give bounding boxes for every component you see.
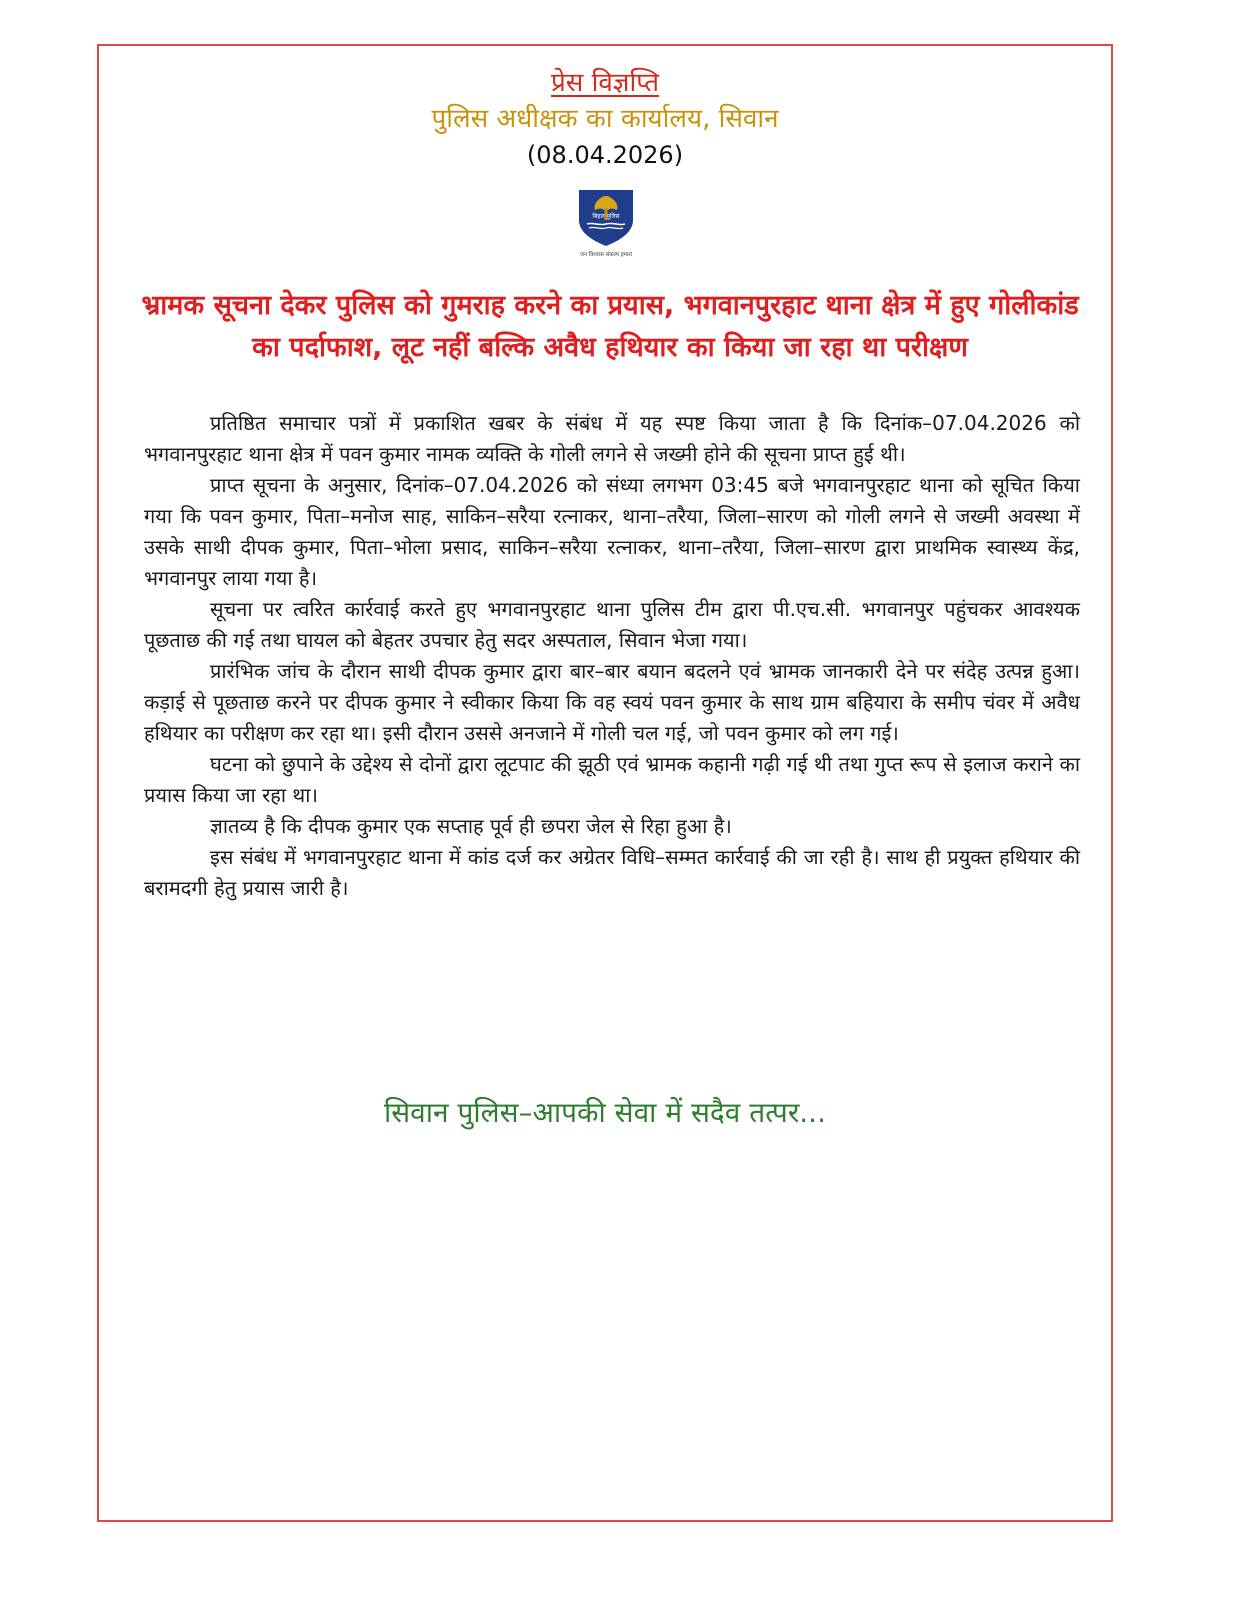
headline: भ्रामक सूचना देकर पुलिस को गुमराह करने का प्रयास, भगवानपुरहाट थाना क्षेत्र में हुए गोलीकांड का पर्दाफाश, लूट नहीं बल्कि अवैध हथियार का किया जा रहा था परीक्षण: [141, 290, 1079, 363]
closing-slogan: सिवान पुलिस–आपकी सेवा में सदैव तत्पर...: [384, 1096, 826, 1129]
paragraph-6: ज्ञातव्य है कि दीपक कुमार एक सप्ताह पूर्व ही छपरा जेल से रिहा हुआ है।: [210, 814, 732, 838]
release-date: (08.04.2026): [526, 141, 684, 169]
paragraph-3: सूचना पर त्वरित कार्रवाई करते हुए भगवानपुरहाट थाना पुलिस टीम द्वारा पी.एच.सी. भगवानपुर पहुंचकर आवश्यक पूछताछ की गई तथा घायल को बेहतर उपचार हेतु सदर अस्पताल, सिवान भेजा गया।: [144, 597, 1080, 652]
bihar-police-emblem-icon: [565, 186, 647, 258]
paragraph-7: इस संबंध में भगवानपुरहाट थाना में कांड दर्ज कर अग्रेतर विधि–सम्मत कार्रवाई की जा रही है। साथ ही प्रयुक्त हथियार की बरामदगी हेतु प्रयास जारी है।: [144, 845, 1080, 900]
logo-motto: जन विश्वास संकल्प हमारा: [579, 252, 633, 258]
paragraph-4: प्रारंभिक जांच के दौरान साथी दीपक कुमार द्वारा बार–बार बयान बदलने एवं भ्रामक जानकारी देने पर संदेह उत्पन्न हुआ। कड़ाई से पूछताछ करने पर दीपक कुमार ने स्वीकार किया कि वह स्वयं पवन कुमार के साथ ग्राम बहियारा के समीप चंवर में अवैध हथियार का परीक्षण कर रहा था। इसी दौरान उससे अनजाने में गोली चल गई, जो पवन कुमार को लग गई।: [144, 659, 1080, 745]
office-name: पुलिस अधीक्षक का कार्यालय, सिवान: [431, 104, 779, 134]
paragraph-5: घटना को छुपाने के उद्देश्य से दोनों द्वारा लूटपाट की झूठी एवं भ्रामक कहानी गढ़ी गई थी तथा गुप्त रूप से इलाज कराने का प्रयास किया जा रहा था।: [144, 752, 1080, 807]
paragraph-2: प्राप्त सूचना के अनुसार, दिनांक–07.04.2026 को संध्या लगभग 03:45 बजे भगवानपुरहाट थाना को सूचित किया गया कि पवन कुमार, पिता–मनोज साह, साकिन–सरैया रत्नाकर, थाना–तरैया, जिला–सारण को गोली लगने से जख्मी अवस्था में उसके साथी दीपक कुमार, पिता–भोला प्रसाद, साकिन–सरैया रत्नाकर, थाना–तरैया, जिला–सारण द्वारा प्राथमिक स्वास्थ्य केंद्र, भगवानपुर लाया गया है।: [144, 473, 1080, 590]
body-text: [144, 408, 1080, 904]
paragraph-1: प्रतिष्ठित समाचार पत्रों में प्रकाशित खबर के संबंध में यह स्पष्ट किया जाता है कि दिनांक–07.04.2026 को भगवानपुरहाट थाना क्षेत्र में पवन कुमार नामक व्यक्ति के गोली लगने से जख्मी होने की सूचना प्राप्त हुई थी।: [144, 411, 1080, 466]
bihar-police-logo: [565, 186, 647, 258]
logo-label: बिहार पुलिस: [592, 213, 620, 220]
press-release-title: प्रेस विज्ञप्ति: [550, 68, 660, 98]
